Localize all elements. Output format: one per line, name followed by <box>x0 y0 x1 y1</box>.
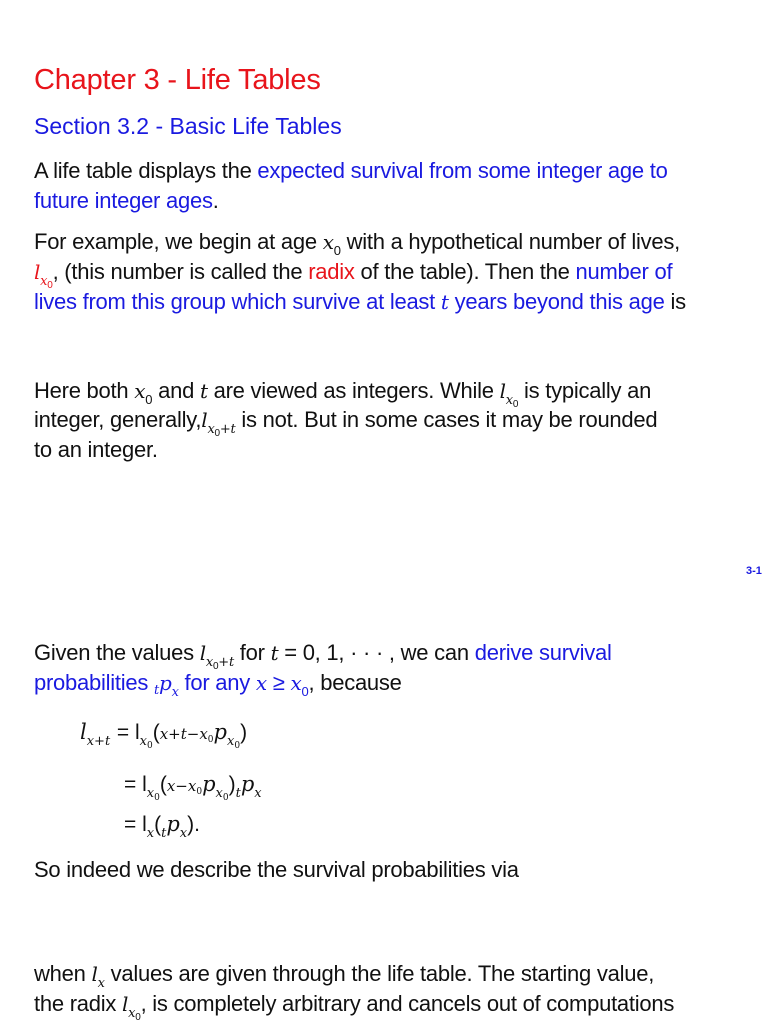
text: So indeed we describe the survival probabilities via <box>34 857 519 882</box>
math-sub-index: 0 <box>214 428 220 439</box>
text: = 0, 1, · · · , we can <box>278 640 475 665</box>
math-sub: 0 <box>145 392 153 407</box>
math-sub: x <box>254 786 262 801</box>
math-sub <box>227 734 240 749</box>
paragraph-describe <box>34 855 519 885</box>
equation-line-2 <box>124 772 262 803</box>
math-sub-index: 0 <box>207 735 214 745</box>
highlight-text: expected survival from some integer age to <box>257 158 668 183</box>
text: for <box>233 640 271 665</box>
math-sub-index: 0 <box>146 741 153 751</box>
math-sub-var: x <box>205 655 213 670</box>
math-sub <box>140 734 153 749</box>
page-number: 3-1 <box>746 565 762 577</box>
math-rhs: = l <box>124 773 147 796</box>
equation-line-3 <box>124 812 200 841</box>
math-sub-index: 0 <box>154 793 160 803</box>
math-var: l <box>91 962 98 986</box>
paragraph-derive-line-2 <box>34 668 402 702</box>
highlight-text: number of <box>575 259 673 284</box>
paren: ) <box>240 721 248 744</box>
math-sub-var: x <box>139 734 147 749</box>
math-sub-var: x <box>128 1006 136 1021</box>
math-pre-sub: t <box>154 683 159 698</box>
math-sub <box>128 1006 140 1021</box>
math-sub-rest: +t <box>218 655 234 670</box>
text: , because <box>308 670 402 695</box>
math-var: x <box>134 379 146 403</box>
math-rhs: = l <box>116 721 140 744</box>
math-var: x <box>322 230 334 254</box>
paren: ( <box>159 773 167 796</box>
math-sub-index: 0 <box>212 661 219 672</box>
math-var: p <box>159 671 172 695</box>
math-sub-index: 0 <box>512 399 519 410</box>
math-sub <box>147 786 160 801</box>
math-var: t <box>440 290 449 314</box>
chapter-title: Chapter 3 - Life Tables <box>34 64 321 96</box>
text: is typically an <box>518 378 652 403</box>
math-sub: x <box>146 826 155 841</box>
math-sub-index: 0 <box>135 1012 141 1023</box>
math-sub-var: x <box>505 393 513 408</box>
paragraph-definition-line-2 <box>34 186 219 216</box>
math-pre: x+t−x <box>159 725 208 743</box>
math-sub: x <box>179 826 188 841</box>
text: when <box>34 961 92 986</box>
math-var: x <box>290 671 302 695</box>
math-rhs: = l <box>124 813 147 836</box>
math-var: t <box>199 379 208 403</box>
math-sub-index: 0 <box>47 280 53 291</box>
paragraph-definition-line-1 <box>34 156 668 186</box>
math-var: p <box>240 772 255 796</box>
paren: ). <box>187 813 200 836</box>
text: is <box>664 289 686 314</box>
slide-3-2 <box>0 600 768 1024</box>
text: Here both <box>34 378 135 403</box>
math-sub: 0 <box>333 243 341 258</box>
text: A life table displays the <box>34 158 258 183</box>
math-sub: x <box>171 685 179 700</box>
text: with a hypothetical number of lives, <box>340 229 680 254</box>
text: Given the values <box>34 640 200 665</box>
text: to an integer. <box>34 437 158 462</box>
math-sub-index: 0 <box>196 787 203 797</box>
math-sub: x <box>97 976 105 991</box>
paragraph-example-line-1 <box>34 227 680 260</box>
math-sub-var: x <box>40 274 48 289</box>
math-var: l <box>34 260 41 284</box>
math-pre-sub: t <box>161 826 167 841</box>
math-sub-rest: +t <box>219 422 236 437</box>
math-var: l <box>122 992 129 1016</box>
math-pre: x−x <box>166 777 197 795</box>
math-sub-var: x <box>146 786 155 801</box>
paren: ) <box>228 773 236 796</box>
math-var: l <box>499 379 506 403</box>
math-var: l <box>201 408 208 432</box>
text: For example, we begin at age <box>34 229 323 254</box>
text: , is completely arbitrary and cancels out of computations <box>140 991 675 1016</box>
paragraph-radix-line-2 <box>34 989 674 1024</box>
math-var: t <box>270 641 279 665</box>
text: values are given through the life table. The starting value, <box>104 961 655 986</box>
text: is not. But in some cases it may be rounded <box>235 407 658 432</box>
text: . <box>212 188 219 213</box>
text: , (this number is called the <box>52 259 309 284</box>
math-var: l <box>199 641 206 665</box>
paragraph-integers-line-3 <box>34 435 158 465</box>
text: the radix <box>34 991 122 1016</box>
math-pre-sub <box>167 777 202 795</box>
highlight-text: future integer ages <box>34 188 213 213</box>
math-sub-index: 0 <box>222 793 229 803</box>
highlight-text: years beyond this age <box>448 289 665 314</box>
paren: ( <box>152 721 160 744</box>
text: and <box>152 378 200 403</box>
math-sub-index: 0 <box>234 741 241 751</box>
math-sub <box>216 786 229 801</box>
paren: ( <box>154 813 162 836</box>
text: are viewed as integers. While <box>207 378 500 403</box>
math-var: p <box>202 772 216 796</box>
text: of the table). Then the <box>354 259 576 284</box>
highlight-text: for any <box>178 670 256 695</box>
equation-line-1 <box>80 720 248 751</box>
math-pre-sub <box>160 725 214 743</box>
math-operator: ≥ <box>266 670 291 695</box>
paragraph-radix-line-1 <box>34 959 654 993</box>
math-pre-sub: t <box>235 786 241 801</box>
highlight-text: derive survival <box>474 640 612 665</box>
math-sub-var: x <box>215 786 223 801</box>
math-sub-var: x <box>207 422 215 437</box>
section-title: Section 3.2 - Basic Life Tables <box>34 113 342 139</box>
highlight-text: lives from this group which survive at least <box>34 289 441 314</box>
radix-term: radix <box>308 259 355 284</box>
text: integer, generally, <box>34 407 202 432</box>
math-var: l <box>80 720 87 744</box>
highlight-text: probabilities <box>34 670 155 695</box>
math-var: x <box>255 671 267 695</box>
math-var: p <box>166 812 180 836</box>
paragraph-example-line-3 <box>34 287 686 317</box>
math-sub-var: x <box>226 734 235 749</box>
math-sub: x+t <box>86 734 111 749</box>
math-sub <box>207 422 235 437</box>
math-sub: 0 <box>301 684 309 699</box>
math-var: p <box>213 720 227 744</box>
